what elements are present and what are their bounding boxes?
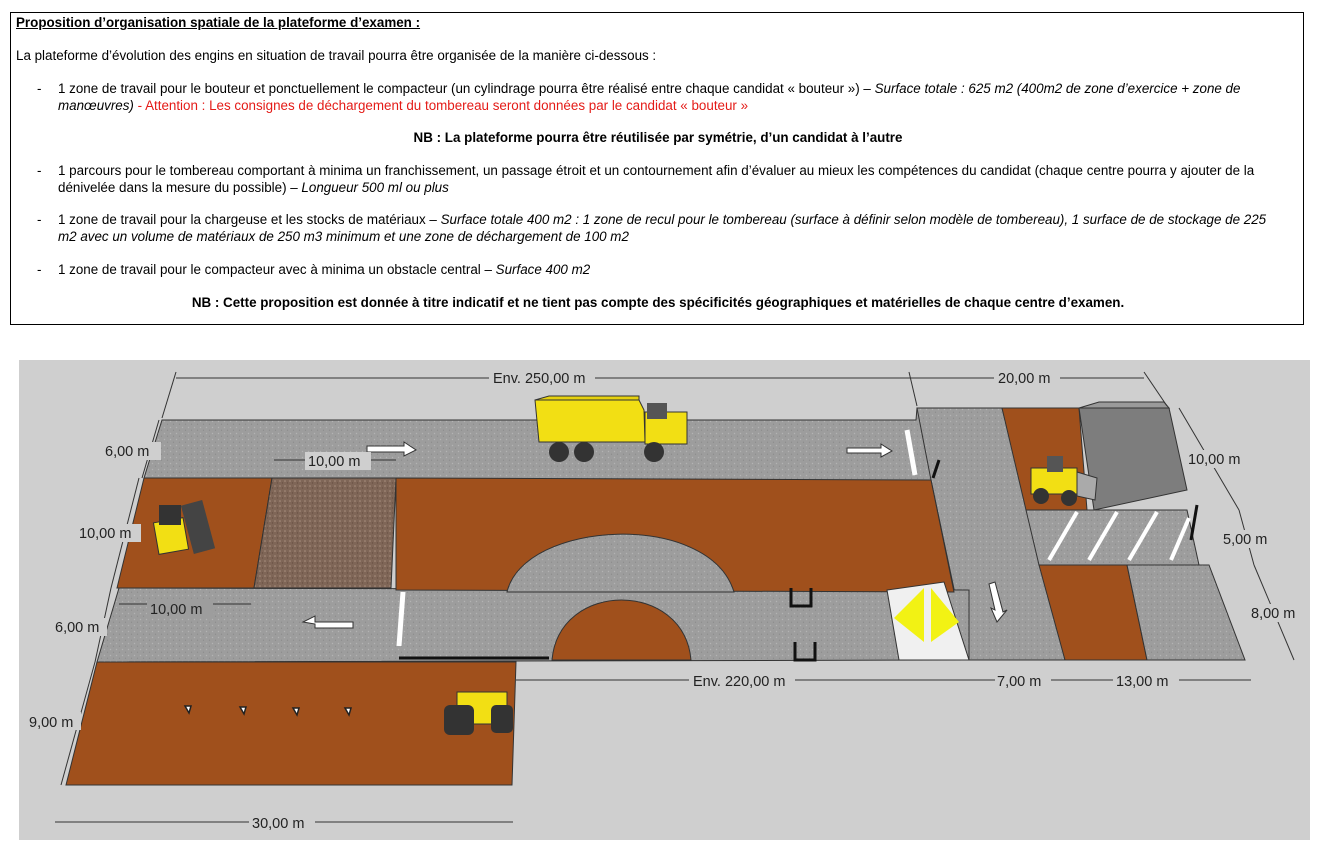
dim-top-right: 20,00 m [998,371,1051,387]
list-item-compacteur: 1 zone de travail pour le compacteur avec à minima un obstacle central – Surface 400 m2 [58,262,591,277]
nb-disclaimer: NB : Cette proposition est donnée à titre indicatif et ne tient pas compte des spécificités géographiques et matérielles de chaque centre d’examen. [191,295,1125,310]
dim-bouteur-width: 10,00 m [150,602,203,618]
intro-text: La plateforme d’évolution des engins en situation de travail pourra être organisée de la manière ci-dessous : [16,48,657,63]
bullet-dash: - [37,262,42,277]
dim-left-10: 10,00 m [79,526,132,542]
list-item-chargeuse: 1 zone de travail pour la chargeuse et les stocks de matériaux – Surface totale 400 m2 : 1 zone de recul pour le tombereau (surface à définir selon modèle de tombereau), 1 surface de de stockage de 225 m2 avec un volume de matériaux de 250 m3 minimum et une zone de déchargement de 100 m2 [58,212,1267,244]
dim-bottom-30: 30,00 m [252,816,305,832]
dim-top-length: Env. 250,00 m [493,371,586,387]
bullet-dash: - [37,163,42,178]
dim-right-8: 8,00 m [1251,606,1296,622]
dim-left-6b: 6,00 m [55,620,100,636]
dim-right-10: 10,00 m [1188,452,1241,468]
gravel-stock [254,478,396,588]
dim-gravel-width: 10,00 m [308,454,361,470]
bullet-dash: - [37,212,42,227]
dim-right-5: 5,00 m [1223,532,1268,548]
dim-bottom-7: 7,00 m [997,674,1042,690]
list-item-tombereau: 1 parcours pour le tombereau comportant à minima un franchissement, un passage étroit et un contournement afin d’évaluer au mieux les compétences du candidat (chaque centre pourra y ajouter de la dénivelée dans la mesure du possible) – Longueur 500 ml ou plus [58,163,1255,195]
bullet-dash: - [37,81,42,96]
dim-bottom-13: 13,00 m [1116,674,1169,690]
dim-left-6a: 6,00 m [105,444,150,460]
list-item-bouteur: 1 zone de travail pour le bouteur et ponctuellement le compacteur (un cylindrage pourra être réalisé entre chaque candidat « bouteur ») – Surface totale : 625 m2 (400m2 de zone d’exercice + zone de manœuvres) - Attention : Les consignes de déchargement du tombereau seront données par le candidat « bouteur » [58,81,1241,113]
nb-symmetry: NB : La plateforme pourra être réutilisée par symétrie, d’un candidat à l’autre [413,130,903,145]
warning-text: - Attention : Les consignes de déchargement du tombereau seront données par le candidat « bouteur » [133,97,749,113]
site-plan-drawing [19,360,1310,840]
dim-bottom-220: Env. 220,00 m [693,674,786,690]
instructions-box [10,12,1304,325]
page-title: Proposition d’organisation spatiale de la plateforme d’examen : [16,15,421,30]
road-middle [97,588,969,662]
dim-left-9: 9,00 m [29,715,74,731]
